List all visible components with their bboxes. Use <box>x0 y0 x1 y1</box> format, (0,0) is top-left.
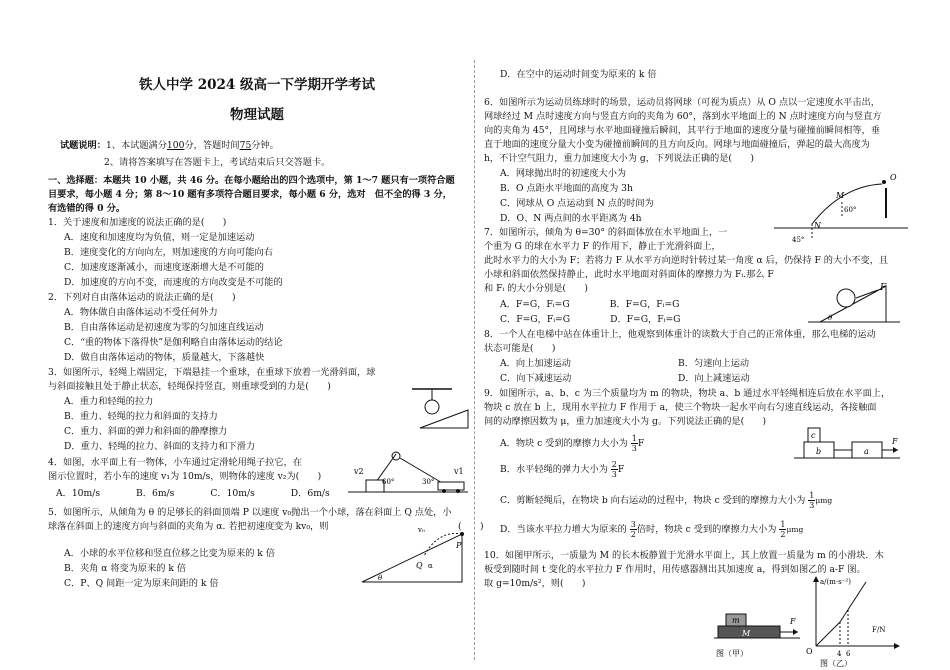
q6-option-a: A．网球抛出时的初速度大小为 <box>500 168 627 179</box>
q10-fig-caption-jia: 图（甲） <box>716 649 748 658</box>
q7-options-cd: C．F=G，Fᵢ=G D．F=G，Fᵢ=G <box>500 314 681 325</box>
exam-title: 铁人中学 2024 级高一下学期开学考试 <box>139 77 375 93</box>
q8-option-c: C．向下减速运动 <box>500 373 572 384</box>
q6-stem-1: 6．如图所示为运动员练球时的场景，运动员将网球（可视为质点）从 O 点以一定速度水平击出， <box>484 97 880 108</box>
q5-fig-theta: θ <box>378 574 383 582</box>
q2-option-a: A．物体做自由落体运动不受任何外力 <box>64 307 218 318</box>
q10-fig-M: M <box>742 629 751 638</box>
q8-option-b: B．匀速向上运动 <box>678 358 750 369</box>
q10-fig-axis-a: a/(m·s⁻²) <box>820 578 851 586</box>
q3-option-b: B．重力、轻绳的拉力和斜面的支持力 <box>64 411 218 422</box>
section1-line3: 有选错的得 0 分。 <box>48 203 126 214</box>
q7-stem-3: 此时水平力的大小为 F；若将力 F 从水平方向逆时针转过某一角度 α 后，仍保持 F 的大小不变，且 <box>484 255 889 266</box>
exam-note-1: 试题说明：1、本试题满分100分，答题时间75分钟。 <box>60 140 279 151</box>
q4-fig-angle-60: 60° <box>382 478 395 486</box>
q10-fig-caption-yi: 图（乙） <box>820 659 852 668</box>
q10-stem-3: 取 g=10m/s²，则( ) <box>484 578 586 589</box>
q10-fig-tick-4: 4 <box>837 650 842 658</box>
q4-figure-pulley <box>346 446 470 498</box>
q10-figure-jia <box>712 604 804 664</box>
q1-option-b: B．速度变化的方向向左，则加速度的方向可能向右 <box>64 247 273 258</box>
q6-stem-3: 向的夹角为 45°，且网球与水平地面碰撞后瞬间，其平行于地面的速度分量与碰撞前瞬间相等，垂 <box>484 125 880 136</box>
q6-figure-tennis <box>772 168 912 248</box>
q3-stem-2: 与斜面接触且处于静止状态，轻绳保持竖直，则重球受到的力是( ) <box>48 381 331 392</box>
q9-option-b: B．水平轻绳的弹力大小为 $\frac{2}{3}$ F <box>500 460 625 479</box>
exam-note-2: 2、请将答案填写在答题卡上，考试结束后只交答题卡。 <box>104 157 331 168</box>
q5-fig-alpha: α <box>428 562 433 570</box>
q6-stem-4: 直于地面的速度分量大小变为碰撞前瞬间的且方向反向。网球与地面碰撞后，弹起的最大高度为 <box>484 139 870 150</box>
q9-option-d: D．当该水平拉力增大为原来的 $\frac{3}{2}$ 倍时，物块 c 受到的摩擦力大小为 $\frac{1}{2}$ μmg <box>500 520 804 539</box>
q7-stem-5: 和 Fᵢ 的大小分别是( ) <box>484 283 588 294</box>
q10-fig-m: m <box>732 616 740 625</box>
q4-stem-1: 4．如图，水平面上有一物体，小车通过定滑轮用绳子拉它，在 <box>48 457 302 468</box>
q7-fig-F: F <box>880 283 887 293</box>
q7-stem-2: 个重为 G 的球在水平力 F 的作用下，静止于光滑斜面上， <box>484 241 721 252</box>
q7-figure-ball-incline <box>806 278 902 326</box>
q2-option-b: B．自由落体运动是初速度为零的匀加速直线运动 <box>64 322 264 333</box>
q6-fig-45: 45° <box>792 236 805 244</box>
q7-stem-4: 小球和斜面依然保持静止，此时水平地面对斜面体的摩擦力为 Fᵢ.那么 F <box>484 269 774 280</box>
q3-figure-ball-incline <box>412 388 472 436</box>
q2-option-c: C．“重的物体下落得快”是伽利略自由落体运动的结论 <box>64 337 283 348</box>
q1-option-d: D．加速度的方向不变，而速度的方向改变是不可能的 <box>64 277 283 288</box>
q5-option-a: A．小球的水平位移和竖直位移之比变为原来的 k 倍 <box>64 548 275 559</box>
q1-option-c: C．加速度逐渐减小，而速度逐渐增大是不可能的 <box>64 262 264 273</box>
q5-fig-Q: Q <box>416 561 423 570</box>
q4-options: A．10m/s B．6m/s C．10m/s D．6m/s <box>56 488 330 499</box>
q2-option-d: D．做自由落体运动的物体，质量越大，下落越快 <box>64 352 265 363</box>
q3-option-c: C．重力、斜面的弹力和斜面的静摩擦力 <box>64 426 228 437</box>
q9-stem-2: 物块 c 放在 b 上，现用水平拉力 F 作用于 a，使三个物块一起水平向右匀速直线运动，各接触面 <box>484 402 877 413</box>
q6-option-b: B．O 点距水平地面的高度为 3h <box>500 183 633 194</box>
q4-fig-v2: v2 <box>354 467 364 476</box>
q4-fig-v1: v1 <box>454 467 464 476</box>
q10-stem-1: 10．如图甲所示，一质量为 M 的长木板静置于光滑水平面上，其上放置一质量为 m 的小滑块．木 <box>484 550 884 561</box>
q5-option-b: B．夹角 α 将变为原来的 k 倍 <box>64 563 187 574</box>
q10-fig-F: F <box>790 617 796 626</box>
q10-figure-yi-graph <box>802 574 902 668</box>
q9-figure-blocks <box>792 422 904 462</box>
q5-figure-incline-projectile <box>358 526 468 586</box>
q9-fig-b: b <box>816 447 822 456</box>
q6-fig-N: N <box>814 221 821 230</box>
q6-option-d: D．O、N 两点间的水平距离为 4h <box>500 213 642 224</box>
q9-stem-3: 间的动摩擦因数为 μ，重力加速度大小为 g。下列说法正确的是( ) <box>484 416 767 427</box>
q5-fig-v0: v₀ <box>418 526 425 534</box>
q6-fig-60: 60° <box>844 206 857 214</box>
q8-stem-1: 8．一个人在电梯中站在体重计上，他观察到体重计的读数大于自己的正常体重，那么电梯的运动 <box>484 329 876 340</box>
q6-stem-5: h，不计空气阻力，重力加速度大小为 g，下列说法正确的是( ) <box>484 153 754 164</box>
section1-line1: 一、选择题：本题共 10 小题，共 46 分。在每小题给出的四个选项中，第 1～7 题只有一项符合题 <box>48 175 455 186</box>
q9-fig-a: a <box>864 447 869 456</box>
q5-option-d: D．在空中的运动时间变为原来的 k 倍 <box>500 69 657 80</box>
q5-stem-1: 5．如图所示，从倾角为 θ 的足够长的斜面顶端 P 以速度 v₀抛出一个小球，落在斜面上 Q 点处，小 <box>48 507 452 518</box>
q7-stem-1: 7．如图所示，倾角为 θ=30° 的斜面体放在水平地面上，一 <box>484 227 728 238</box>
q6-stem-2: 网球经过 M 点时速度方向与竖直方向的夹角为 60°，落到水平地面上的 N 点时速度方向与竖直方 <box>484 111 882 122</box>
section1-line2: 目要求，每小题 4 分；第 8～10 题有多项符合题目要求，每小题 6 分，选对 但不全的得 3 分， <box>48 189 452 200</box>
q4-fig-angle-30: 30° <box>422 478 435 486</box>
q4-stem-2: 图示位置时，若小车的速度 v₁为 10m/s，则物体的速度 v₂为( ) <box>48 471 322 482</box>
q7-options-ab: A．F=G，Fᵢ=G B．F=G，Fᵢ=G <box>500 299 680 310</box>
q8-option-d: D．向上减速运动 <box>678 373 750 384</box>
q5-fig-P: P <box>456 541 462 550</box>
q10-fig-axis-F: F/N <box>872 626 886 634</box>
q5-stem-3: ( ) <box>458 521 484 532</box>
q9-stem-1: 9．如图所示，a、b、c 为三个质量均为 m 的物块，物块 a、b 通过水平轻绳相连后放在水平面上， <box>484 388 891 399</box>
q6-fig-O: O <box>890 173 897 182</box>
q9-fig-F: F <box>892 437 898 446</box>
q8-stem-2: 状态可能是( ) <box>484 343 556 354</box>
column-divider <box>474 60 475 660</box>
q9-option-a: A．物块 c 受到的摩擦力大小为 $\frac{1}{3}$ F <box>500 434 645 453</box>
q6-option-c: C．网球从 O 点运动到 N 点的时间为 <box>500 198 654 209</box>
q5-option-c: C．P、Q 间距一定为原来间距的 k 倍 <box>64 578 219 589</box>
q2-stem: 2．下列对自由落体运动的说法正确的是( ) <box>48 292 236 303</box>
q1-stem: 1．关于速度和加速度的说法正确的是( ) <box>48 217 227 228</box>
q10-stem-2: 板受到随时间 t 变化的水平拉力 F 作用时，用传感器测出其加速度 a，得到如图乙的 a-F 图。 <box>484 564 866 575</box>
q5-stem-2: 球落在斜面上的速度方向与斜面的夹角为 α. 若把初速度变为 kv₀，则 <box>48 521 329 532</box>
q9-option-c: C．剪断轻绳后，在物块 b 向右运动的过程中，物块 c 受到的摩擦力大小为 $\frac{1}{3}$ μmg <box>500 491 833 510</box>
q7-fig-theta: θ <box>828 314 833 322</box>
exam-subtitle: 物理试题 <box>230 107 284 123</box>
q8-option-a: A．向上加速运动 <box>500 358 571 369</box>
q10-fig-tick-6: 6 <box>846 650 851 658</box>
q1-option-a: A．速度和加速度均为负值，则一定是加速运动 <box>64 232 255 243</box>
q6-fig-M: M <box>836 191 845 200</box>
q3-option-a: A．重力和轻绳的拉力 <box>64 396 154 407</box>
q3-option-d: D．重力、轻绳的拉力、斜面的支持力和下滑力 <box>64 441 256 452</box>
q3-stem-1: 3．如图所示，轻绳上端固定，下端悬挂一个重球，在重球下放着一光滑斜面，球 <box>48 367 376 378</box>
q9-fig-c: c <box>811 431 816 440</box>
q10-fig-origin: O <box>806 647 813 656</box>
